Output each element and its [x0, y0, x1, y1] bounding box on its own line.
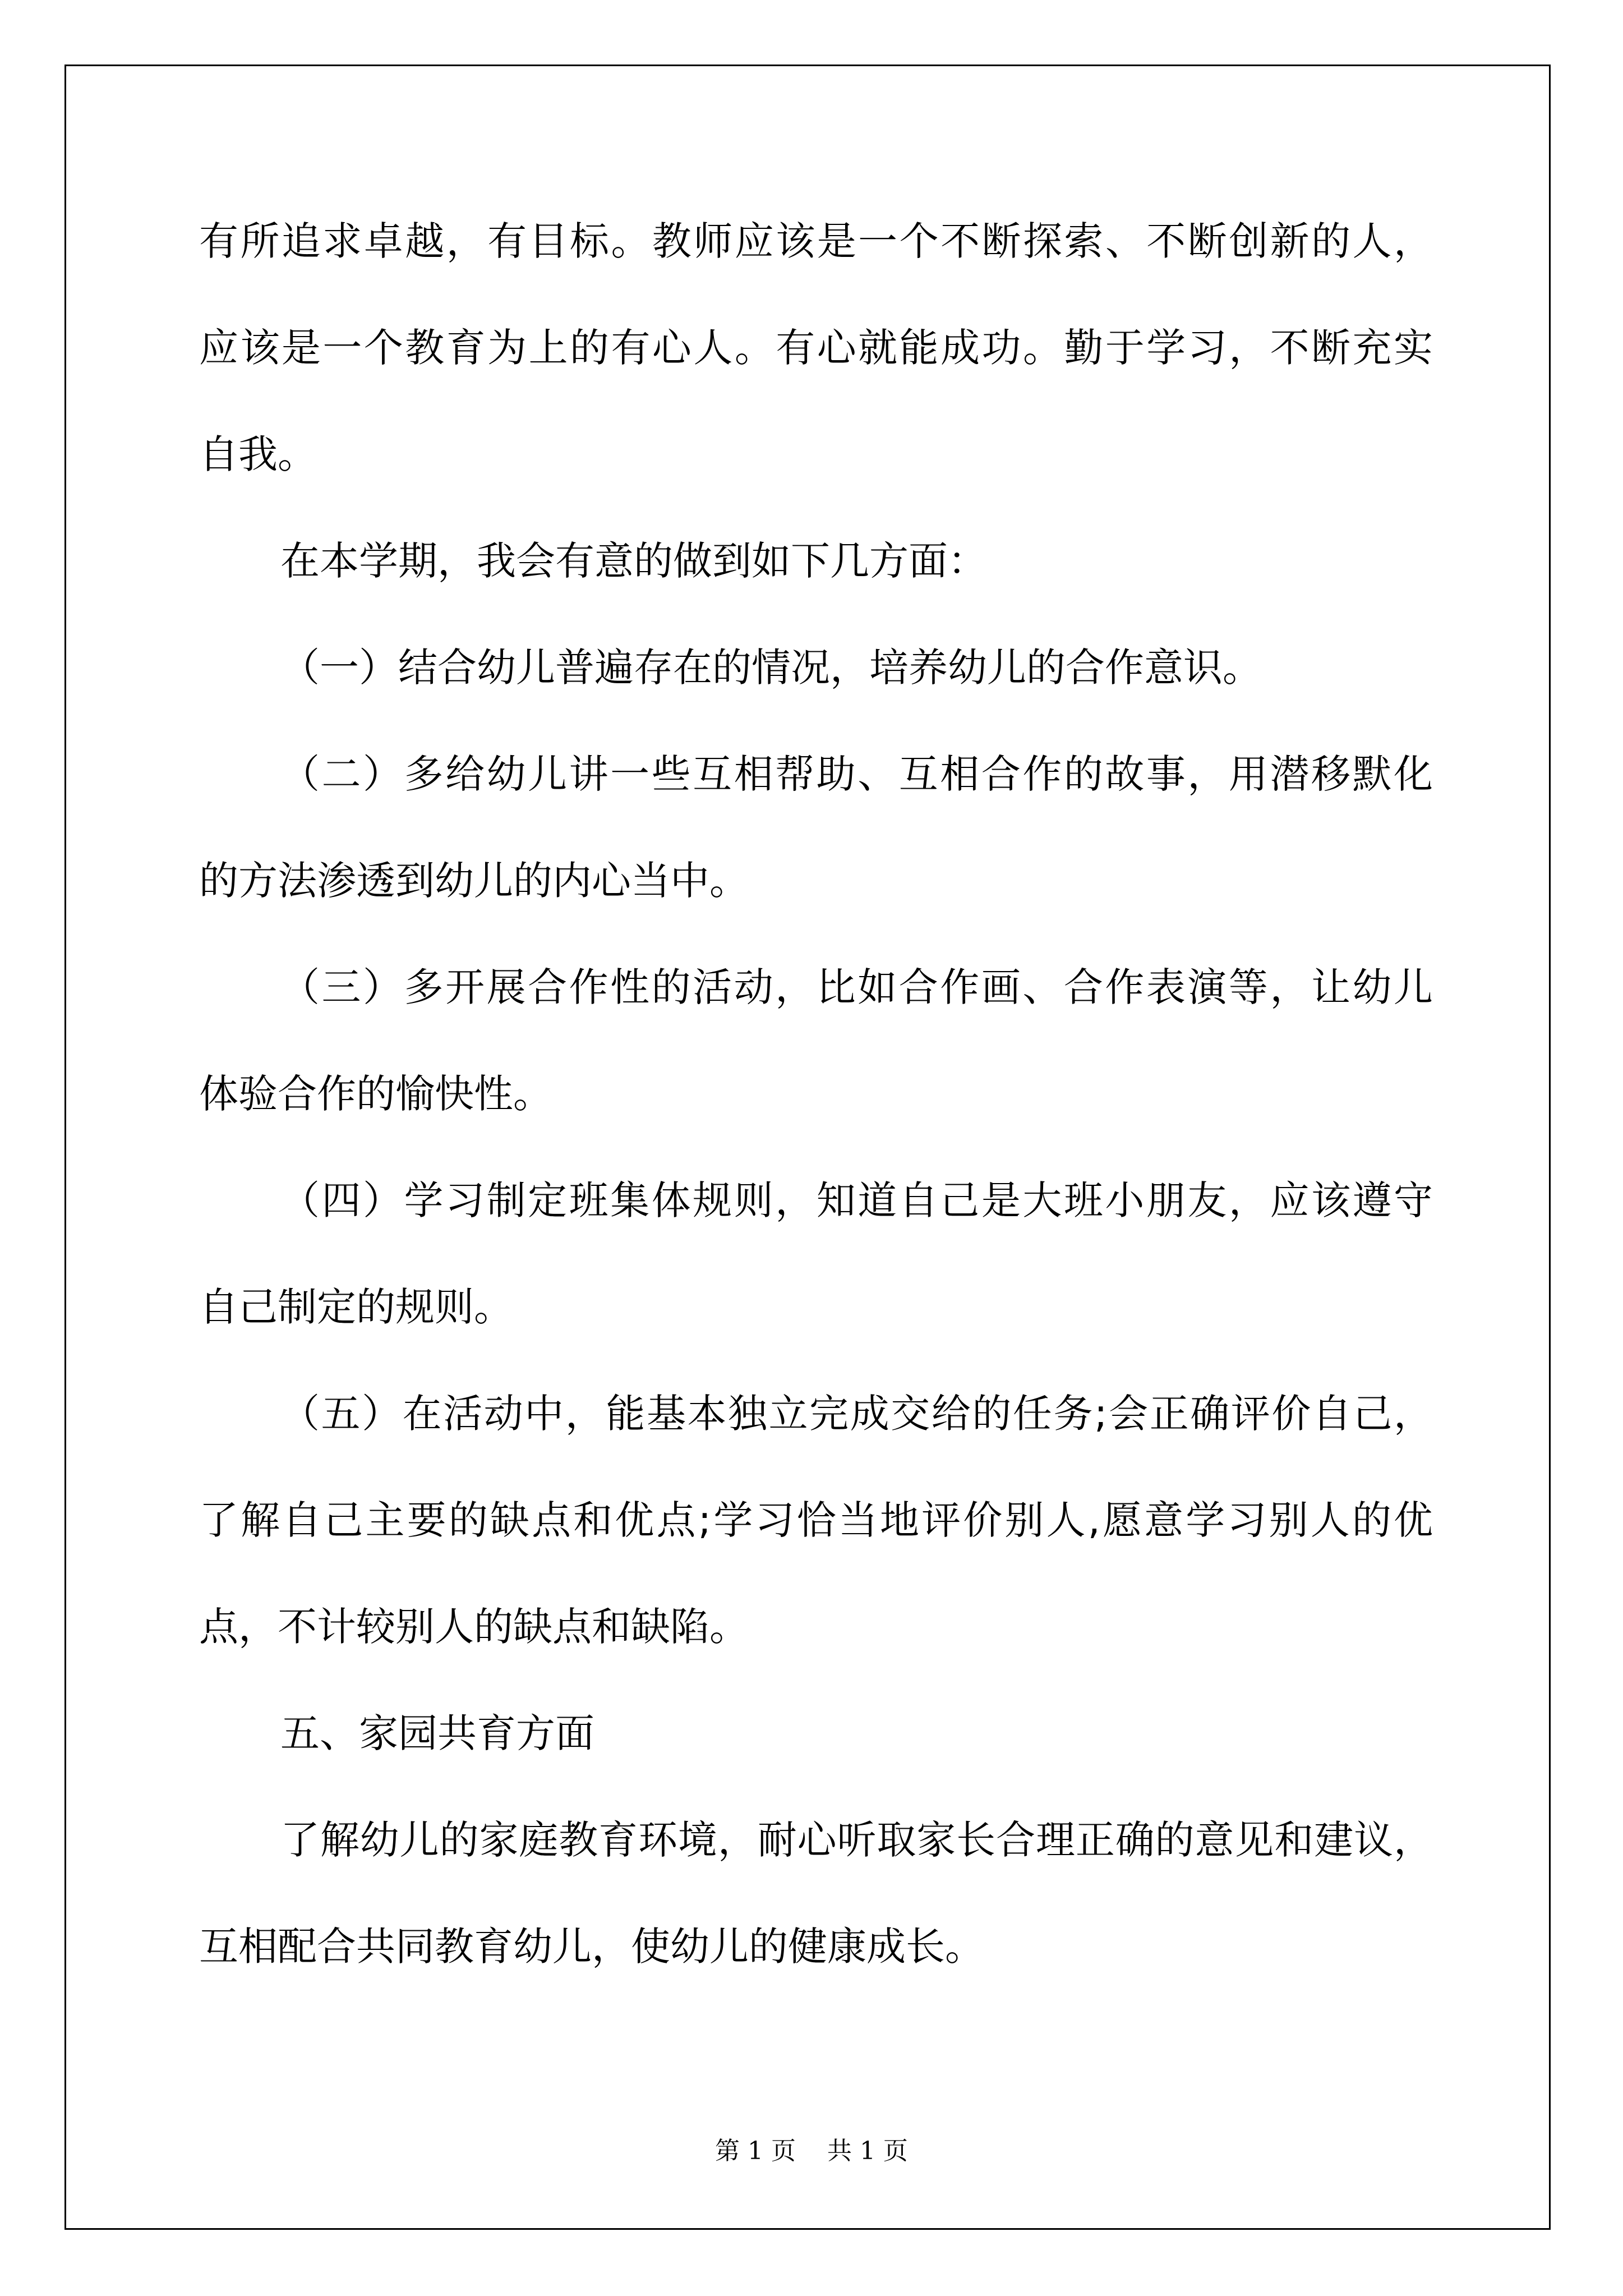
paragraph-line: 点，不计较别人的缺点和缺陷。: [199, 1604, 749, 1650]
section-heading: 五、家园共育方面: [280, 1710, 594, 1756]
page-footer: [0, 2134, 1623, 2168]
paragraph-line: 了解幼儿的家庭教育环境，耐心听取家长合理正确的意见和建议，: [280, 1817, 1433, 1863]
paragraph-line: 体验合作的愉快性。: [199, 1071, 552, 1117]
page-border: [64, 65, 1551, 2230]
paragraph-line: 的方法渗透到幼儿的内心当中。: [199, 858, 749, 904]
page-number: 第 1 页: [715, 2137, 796, 2165]
paragraph-line: 自我。: [199, 431, 317, 477]
paragraph-line: 互相配合共同教育幼儿，使幼儿的健康成长。: [199, 1924, 984, 1970]
page-total: 共 1 页: [827, 2137, 908, 2165]
paragraph-line: （五）在活动中，能基本独立完成交给的任务;会正确评价自己，: [280, 1391, 1433, 1437]
paragraph-line: （一）结合幼儿普遍存在的情况，培养幼儿的合作意识。: [280, 645, 1262, 691]
paragraph-line: 自己制定的规则。: [199, 1284, 513, 1330]
paragraph-line: 有所追求卓越，有目标。教师应该是一个不断探索、不断创新的人，: [199, 218, 1433, 264]
paragraph-line: （二）多给幼儿讲一些互相帮助、互相合作的故事，用潜移默化: [280, 751, 1433, 797]
paragraph-line: 了解自己主要的缺点和优点;学习恰当地评价别人,愿意学习别人的优: [199, 1497, 1433, 1543]
paragraph-line: 应该是一个教育为上的有心人。有心就能成功。勤于学习，不断充实: [199, 325, 1433, 371]
paragraph-line: （四）学习制定班集体规则，知道自己是大班小朋友，应该遵守: [280, 1177, 1433, 1223]
paragraph-line: （三）多开展合作性的活动，比如合作画、合作表演等，让幼儿: [280, 964, 1433, 1010]
paragraph-line: 在本学期，我会有意的做到如下几方面：: [280, 538, 987, 584]
